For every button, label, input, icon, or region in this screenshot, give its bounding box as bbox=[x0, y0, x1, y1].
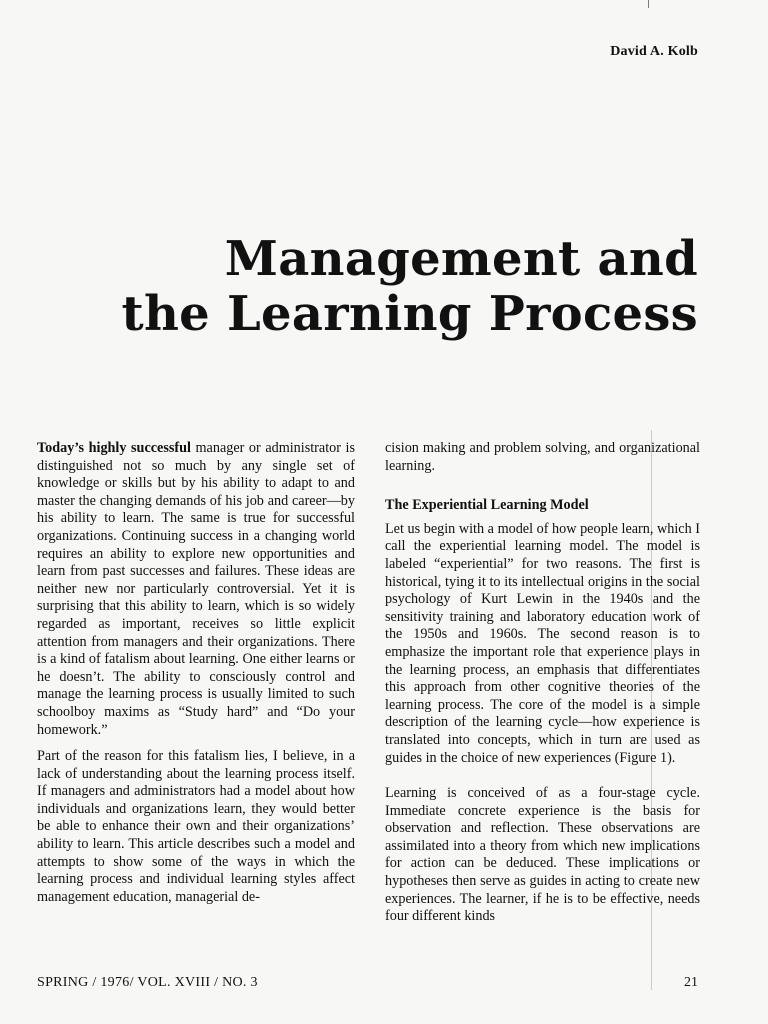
title-line-1: Management and bbox=[224, 231, 698, 287]
intro-paragraph-text: manager or administrator is distinguished not so much by any single set of knowledge or skills but by his ability to adapt to and master the changing demands of his job and career—by his ability to learn. The same is true for successful organizations. Continuing success in a changing world requires an ability to explore new opportunities and learn from past successes and failures. These ideas are neither new nor particularly controversial. Yet it is surprising that this ability to learn, which is so widely regarded as important, receives so little explicit attention from managers and their organizations. There is a kind of fatalism about learning. One either learns or he doesn’t. The ability to consciously control and manage the learning process is usually limited to such schoolboy maxims as “Study hard” and “Do your homework.” bbox=[37, 440, 355, 738]
scan-artifact-tick bbox=[648, 0, 649, 8]
body-paragraph: Part of the reason for this fatalism lies, I believe, in a lack of understanding about the learning process itself. If managers and administrators had a model about how individuals and organizations learn, they would better be able to enhance their own and their organizations’ ability to learn. This article describes such a model and attempts to show some of the ways in which the learning process and individual learning styles affect management education, managerial de- bbox=[37, 748, 355, 905]
continued-paragraph: cision making and problem solving, and organizational learning. bbox=[385, 440, 700, 474]
article-title bbox=[121, 232, 698, 342]
section-heading: The Experiential Learning Model bbox=[385, 497, 589, 514]
page-number: 21 bbox=[684, 975, 698, 990]
lead-in-text: Today’s highly successful bbox=[37, 440, 191, 456]
title-line-2: the Learning Process bbox=[121, 286, 698, 342]
right-column bbox=[385, 440, 700, 926]
author-name: David A. Kolb bbox=[610, 44, 698, 59]
intro-paragraph bbox=[37, 440, 355, 739]
journal-issue: SPRING / 1976/ VOL. XVIII / NO. 3 bbox=[37, 975, 258, 990]
body-paragraph: Learning is conceived of as a four-stage cycle. Immediate concrete experience is the basis for observation and reflection. These observations are assimilated into a theory from which new implications for action can be deduced. These implications or hypotheses then serve as guides in acting to create new experiences. The learner, if he is to be effective, needs four different kinds bbox=[385, 785, 700, 925]
left-column bbox=[37, 440, 355, 906]
body-paragraph: Let us begin with a model of how people learn, which I call the experiential learning model. The model is labeled “experiential” for two reasons. The first is historical, tying it to its intellectual origins in the social psychology of Kurt Lewin in the 1940s and the sensitivity training and laboratory education work of the 1950s and 1960s. The second reason is to emphasize the important role that experience plays in the learning process, an emphasis that differentiates this approach from other cognitive theories of the learning process. The core of the model is a simple description of the learning cycle—how experience is translated into concepts, which in turn are used as guides in the choice of new experiences (Figure 1). bbox=[385, 520, 700, 766]
